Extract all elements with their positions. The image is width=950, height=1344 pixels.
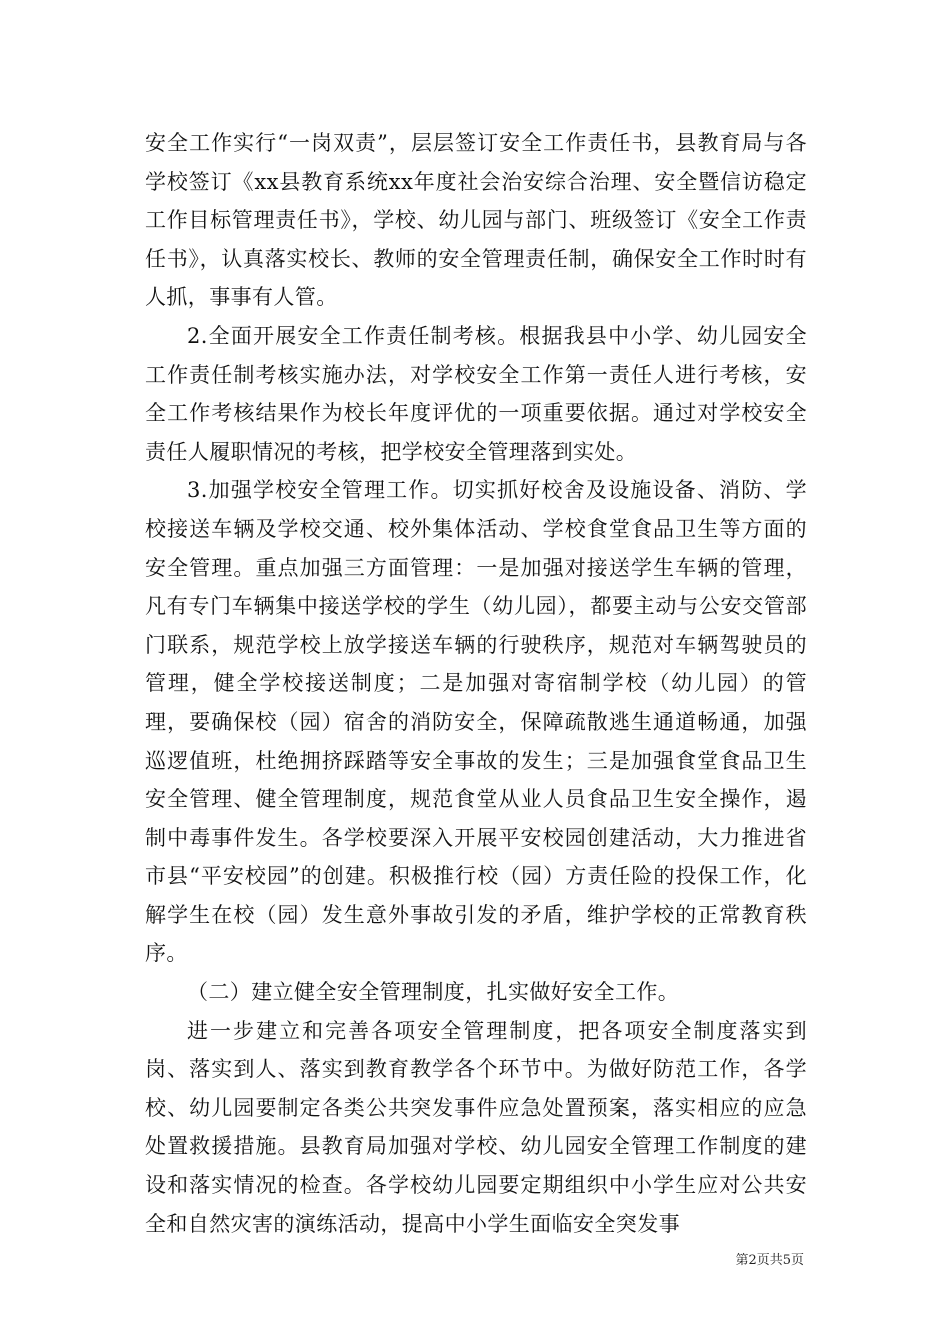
page-number: 第2页共5页 <box>735 1253 804 1268</box>
paragraph-item-2: 2.全面开展安全工作责任制考核。根据我县中小学、幼儿园安全工作责任制考核实施办法，对学校安全工作第一责任人进行考核，安全工作考核结果作为校长年度评优的一项重要依据。通过对学校安全责任人履职情况的考核，把学校安全管理落到实处。 <box>145 323 807 464</box>
paragraph-item-3: 3.加强学校安全管理工作。切实抓好校舍及设施设备、消防、学校接送车辆及学校交通、校外集体活动、学校食堂食品卫生等方面的安全管理。重点加强三方面管理：一是加强对接送学生车辆的管理，凡有专门车辆集中接送学校的学生（幼儿园），都要主动与公安交管部门联系，规范学校上放学接送车辆的行驶秩序，规范对车辆驾驶员的管理，健全学校接送制度；二是加强对寄宿制学校（幼儿园）的管理，要确保校（园）宿舍的消防安全，保障疏散逃生通道畅通，加强巡逻值班，杜绝拥挤踩踏等安全事故的发生；三是加强食堂食品卫生安全管理、健全管理制度，规范食堂从业人员食品卫生安全操作，遏制中毒事件发生。各学校要深入开展平安校园创建活动，大力推进省市县“平安校园”的创建。积极推行校（园）方责任险的投保工作，化解学生在校（园）发生意外事故引发的矛盾，维护学校的正常教育秩序。 <box>145 478 807 966</box>
section-heading-2: （二）建立健全安全管理制度，扎实做好安全工作。 <box>187 980 680 1005</box>
paragraph-continuation: 安全工作实行“一岗双责”，层层签订安全工作责任书，县教育局与各学校签订《xx县教育系统xx年度社会治安综合治理、安全暨信访稳定工作目标管理责任书》，学校、幼儿园与部门、班级签订《安全工作责任书》，认真落实校长、教师的安全管理责任制，确保安全工作时时有人抓，事事有人管。 <box>145 131 807 310</box>
paragraph-section-2-body: 进一步建立和完善各项安全管理制度，把各项安全制度落实到岗、落实到人、落实到教育教学各个环节中。为做好防范工作，各学校、幼儿园要制定各类公共突发事件应急处置预案，落实相应的应急处置救援措施。县教育局加强对学校、幼儿园安全管理工作制度的建设和落实情况的检查。各学校幼儿园要定期组织中小学生应对公共安全和自然灾害的演练活动，提高中小学生面临安全突发事 <box>145 1018 807 1236</box>
document-body <box>145 124 807 1243</box>
